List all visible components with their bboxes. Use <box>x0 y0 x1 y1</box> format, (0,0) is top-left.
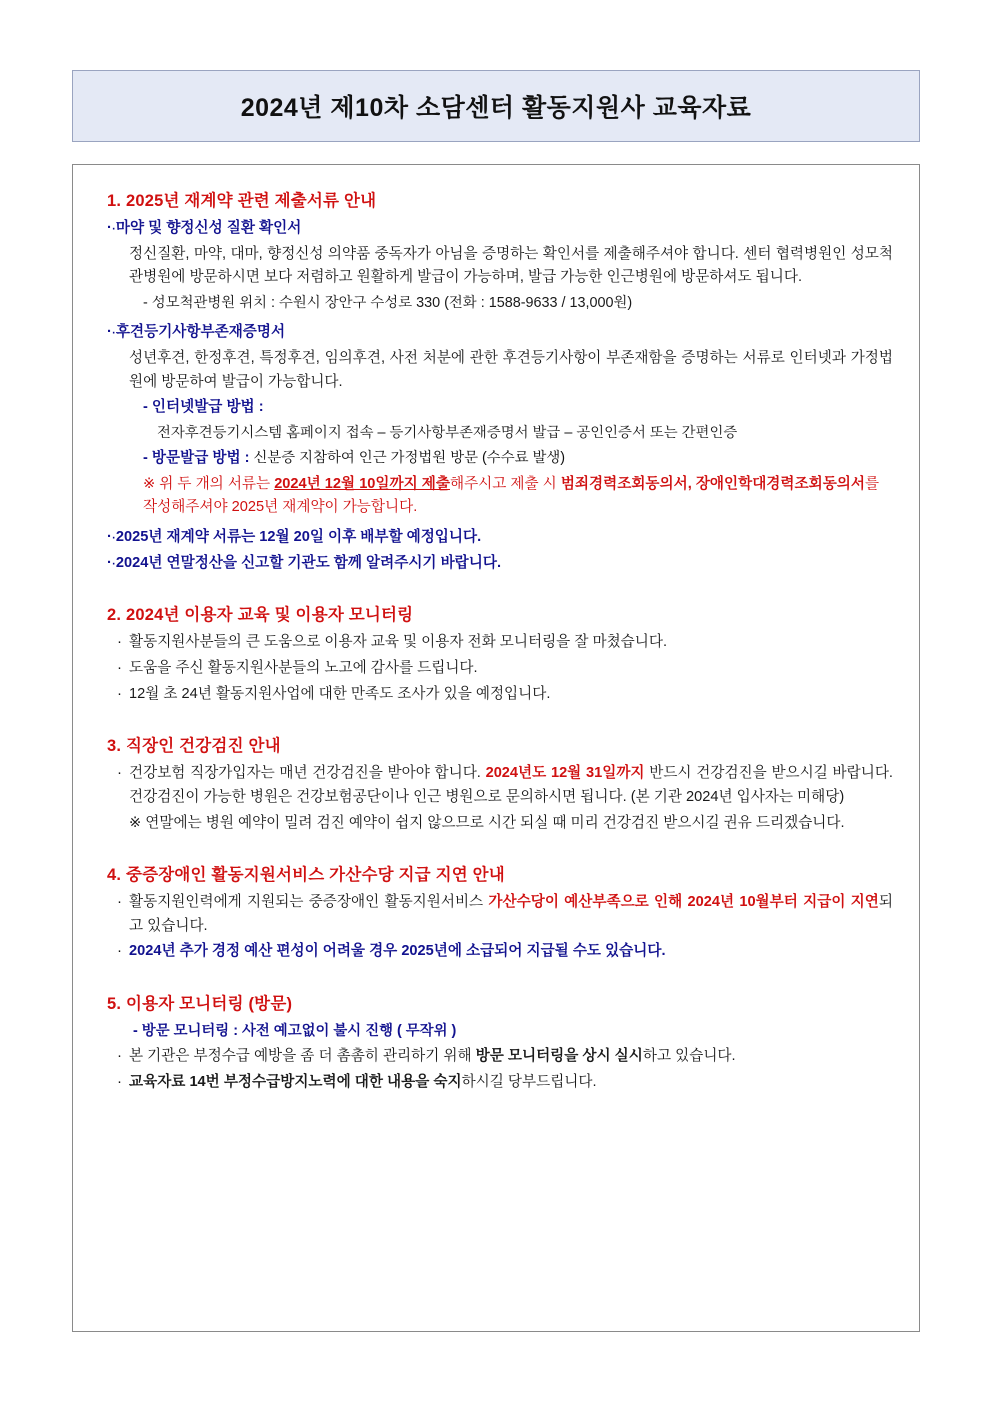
method-2-text: 신분증 지참하여 인근 가정법원 방문 (수수료 발생) <box>253 450 566 467</box>
s3-b1-pre: 건강보험 직장가입자는 매년 건강검진을 받아야 합니다. <box>129 765 486 782</box>
section-3 <box>99 732 893 835</box>
bullet-3-text: · 2025년 재계약 서류는 12월 20일 이후 배부할 예정입니다. <box>107 529 482 546</box>
section-1-bullet-1-label <box>107 217 893 241</box>
s4-b1-pre: 활동지원인력에게 지원되는 중증장애인 활동지원서비스 <box>129 894 489 911</box>
document-title-box <box>72 70 920 142</box>
section-1-heading: 1. 2025년 재계약 관련 제출서류 안내 <box>107 192 377 210</box>
page-title: 2024년 제10차 소담센터 활동지원사 교육자료 <box>240 94 752 122</box>
notice-prefix: ※ 위 두 개의 서류는 <box>143 475 275 492</box>
section-1 <box>99 187 893 575</box>
section-1-notice <box>143 473 893 520</box>
section-5-sub <box>133 1020 893 1043</box>
notice-date: 2024년 12월 10일까지 제출 <box>274 475 450 492</box>
section-1-method-2 <box>143 447 893 471</box>
s5-b1-post: 하고 있습니다. <box>642 1048 736 1065</box>
s5-sub-text: - 방문 모니터링 : 사전 예고없이 불시 진행 ( 무작위 ) <box>133 1023 457 1040</box>
s4-b1-red: 가산수당이 예산부족으로 인해 2024년 10월부터 지급이 지연 <box>488 894 879 911</box>
section-2-heading: 2. 2024년 이용자 교육 및 이용자 모니터링 <box>107 606 414 625</box>
section-2-bullet-2: · 도움을 주신 활동지원사분들의 노고에 감사를 드립니다. <box>111 657 893 681</box>
s5-b2-bold: 교육자료 14번 부정수급방지노력에 대한 내용을 숙지 <box>129 1074 462 1091</box>
method-2-label: - 방문발급 방법 : <box>143 450 250 467</box>
s5-b2-post: 하시길 당부드립니다. <box>461 1074 597 1091</box>
section-2-bullet-3: · 12월 초 24년 활동지원사업에 대한 만족도 조사가 있을 예정입니다. <box>111 683 893 707</box>
s5-b1-bold: 방문 모니터링을 상시 실시 <box>475 1048 643 1065</box>
s3-b1-red: 2024년도 12월 31일까지 <box>485 765 645 782</box>
section-4-bullet-2 <box>111 940 893 964</box>
section-5-bullet-2 <box>111 1071 893 1095</box>
bullet-4-text: · 2024년 연말정산을 신고할 기관도 함께 알려주시기 바랍니다. <box>107 554 502 571</box>
section-1-bullet-3 <box>107 526 893 550</box>
section-4-heading: 4. 중증장애인 활동지원서비스 가산수당 지급 지연 안내 <box>107 866 505 885</box>
section-1-bullet-1-sub: - 성모척관병원 위치 : 수원시 장안구 수성로 330 (전화 : 1588-9633 / 13,000원) <box>143 294 633 311</box>
s4-b1-post: 되고 있습니다. <box>129 894 893 934</box>
s5-b1-pre: 본 기관은 부정수급 예방을 좀 더 촘촘히 관리하기 위해 <box>129 1048 476 1065</box>
notice-mid: 해주시고 제출 시 <box>449 475 561 492</box>
section-5-heading: 5. 이용자 모니터링 (방문) <box>107 995 293 1014</box>
section-2-bullet-1: · 활동지원사분들의 큰 도움으로 이용자 교육 및 이용자 전화 모니터링을 잘 마쳤습니다. <box>111 631 893 655</box>
section-1-bullet-2-text: 성년후견, 한정후견, 특정후견, 임의후견, 사전 처분에 관한 후견등기사항이 부존재함을 증명하는 서류로 인터넷과 가정법원에 방문하여 발급이 가능합니다. <box>129 349 893 390</box>
section-3-bullet-1 <box>111 762 893 809</box>
notice-tail: 를 작성해주셔야 2025년 재계약이 가능합니다. <box>143 475 880 516</box>
method-1-label: - 인터넷발급 방법 : <box>143 399 264 416</box>
section-3-note: ※ 연말에는 병원 예약이 밀려 검진 예약이 쉽지 않으므로 시간 되실 때 미리 건강검진 받으시길 권유 드리겠습니다. <box>129 814 845 831</box>
section-1-bullet-2-label <box>107 321 893 345</box>
section-5-bullet-1 <box>111 1045 893 1069</box>
section-1-method-1-text: 전자후견등기시스템 홈페이지 접속 – 등기사항부존재증명서 발급 – 공인인증서 또는 간편인증 <box>157 424 738 441</box>
section-5 <box>99 990 893 1095</box>
section-1-bullet-4 <box>107 552 893 576</box>
s3-b1-post: 반드시 건강검진을 받으시길 바랍니다. 건강검진이 가능한 병원은 건강보험공단이나 인근 병원으로 문의하시면 됩니다. (본 기관 2024년 입사자는 미해당) <box>129 765 893 805</box>
bullet-1-label-text: · 마약 및 향정신성 질환 확인서 <box>107 220 302 236</box>
document-body <box>72 164 920 1332</box>
section-4-bullet-1 <box>111 891 893 938</box>
notice-docs: 범죄경력조회동의서, 장애인학대경력조회동의서 <box>560 475 865 492</box>
section-2 <box>99 601 893 706</box>
s4-b2-text: 2024년 추가 경정 예산 편성이 어려울 경우 2025년에 소급되어 지급될 수도 있습니다. <box>129 943 666 960</box>
section-1-method-1 <box>143 396 893 420</box>
section-1-bullet-1-text: 정신질환, 마약, 대마, 향정신성 의약품 중독자가 아님을 증명하는 확인서를 제출해주셔야 합니다. 센터 협력병원인 성모척관병원에 방문하시면 보다 저렴하고 원활하게 발급이 가능하며, 발급 가능한 인근병원에 방문하셔도 됩니다. <box>129 245 893 286</box>
bullet-2-label-text: · 후견등기사항부존재증명서 <box>107 324 286 341</box>
section-4 <box>99 861 893 964</box>
section-3-heading: 3. 직장인 건강검진 안내 <box>107 737 281 756</box>
